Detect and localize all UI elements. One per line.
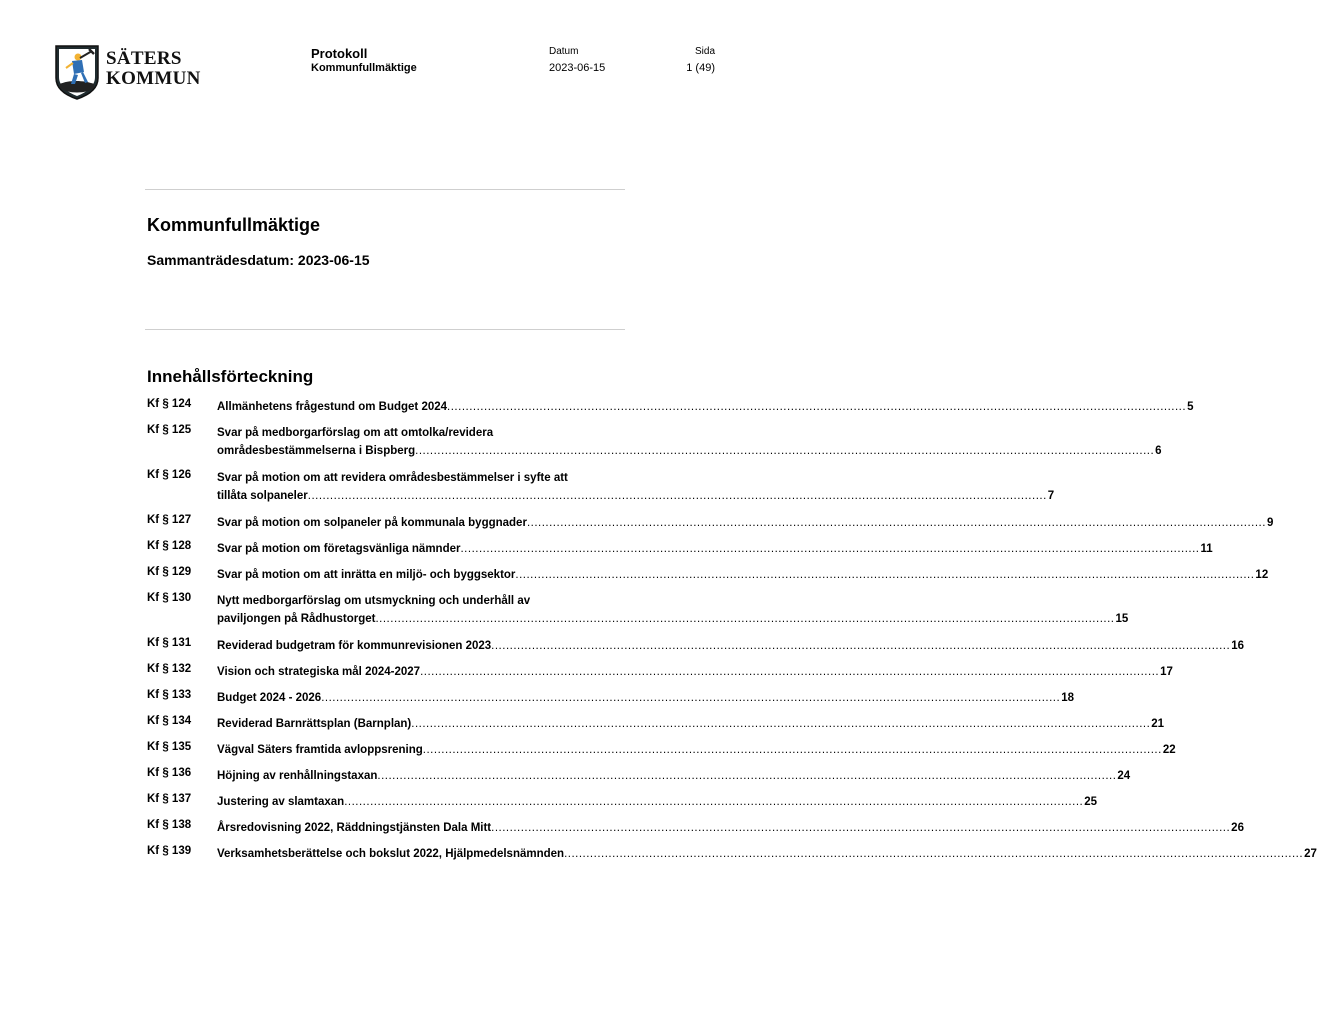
toc-entry-title: Budget 2024 - 2026	[217, 692, 322, 704]
toc-entry-line	[217, 487, 1055, 505]
toc-entry-body	[217, 514, 1274, 532]
toc-entry-title: Årsredovisning 2022, Räddningstjänsten Dala Mitt	[217, 822, 492, 834]
toc-entry-body	[217, 767, 1131, 785]
toc-entry-line	[217, 715, 1165, 733]
toc-entry-title: Nytt medborgarförslag om utsmyckning och underhåll av	[217, 595, 531, 607]
toc-entry-body	[217, 689, 1074, 707]
toc-entry-title: Reviderad budgetram för kommunrevisionen 2023	[217, 640, 492, 652]
meeting-date: Sammanträdesdatum: 2023-06-15	[147, 252, 370, 268]
toc-entry-body	[217, 741, 1176, 759]
page-title: Kommunfullmäktige	[147, 215, 321, 235]
toc-entry-number: Kf § 139	[147, 845, 192, 857]
municipality-logo	[54, 44, 204, 100]
toc-leader-dots	[344, 793, 1083, 811]
toc-entry-number: Kf § 136	[147, 767, 192, 779]
toc-entry-title: Justering av slamtaxan	[217, 796, 345, 808]
toc-entry-page: 16	[1231, 640, 1244, 652]
toc-entry-number: Kf § 127	[147, 514, 192, 526]
toc-leader-dots	[447, 398, 1186, 416]
body-name: Kommunfullmäktige	[311, 62, 417, 74]
toc-entry-page: 7	[1047, 490, 1055, 502]
toc-entry-body	[217, 398, 1194, 416]
toc-entry-page: 27	[1304, 848, 1317, 860]
toc-entry-title: Svar på motion om företagsvänliga nämnder	[217, 543, 461, 555]
toc-entry-title: Höjning av renhållningstaxan	[217, 770, 378, 782]
toc-entry-line	[217, 793, 1098, 811]
toc-entry-page: 6	[1155, 445, 1162, 457]
toc-entry-number: Kf § 132	[147, 663, 192, 675]
toc-entry-body	[217, 793, 1098, 811]
toc-entry-number: Kf § 133	[147, 689, 192, 701]
toc-entry-title: paviljongen på Rådhustorget	[217, 613, 376, 625]
toc-entry-title: Svar på motion om solpaneler på kommunala byggnader	[217, 517, 527, 529]
toc-entry-page: 12	[1255, 569, 1269, 581]
toc-entry-line	[217, 540, 1213, 558]
toc-entry-line	[217, 442, 1162, 460]
toc-entry-title: Svar på motion om att inrätta en miljö- och byggsektor	[217, 569, 516, 581]
toc-entry-line	[217, 469, 624, 487]
toc-entry-line	[217, 424, 624, 442]
toc-entry-title: Svar på motion om att revidera områdesbestämmelser i syfte att	[217, 472, 568, 484]
toc-leader-dots	[527, 514, 1266, 532]
toc-entry-title: Vision och strategiska mål 2024-2027	[217, 666, 421, 678]
toc-entry-body	[217, 540, 1213, 558]
toc-entry-page: 15	[1115, 613, 1129, 625]
logo-line-1: SÄTERS	[106, 48, 182, 69]
toc-entry-number: Kf § 125	[147, 424, 192, 436]
toc-entry-number: Kf § 130	[147, 592, 192, 604]
logo-wordmark	[106, 49, 201, 89]
toc-entry-line	[217, 741, 1176, 759]
toc-entry-number: Kf § 124	[147, 398, 192, 410]
toc-entry-number: Kf § 135	[147, 741, 192, 753]
toc-entry-body	[217, 663, 1173, 681]
toc-entry-body	[217, 469, 1055, 505]
toc-entry-title: områdesbestämmelserna i Bispberg	[217, 445, 416, 457]
toc-entry-body	[217, 819, 1244, 837]
date-value: 2023-06-15	[549, 62, 606, 74]
toc-entry-line	[217, 819, 1244, 837]
divider-middle	[145, 329, 625, 330]
coat-of-arms-icon	[54, 44, 100, 100]
toc-entry-line	[217, 566, 1269, 584]
date-label: Datum	[549, 46, 579, 57]
toc-entry-page: 18	[1061, 692, 1074, 704]
toc-entry-body	[217, 637, 1244, 655]
toc-leader-dots	[308, 487, 1047, 505]
toc-entry-page: 22	[1162, 744, 1176, 756]
toc-entry-line	[217, 663, 1173, 681]
toc-entry-page: 11	[1200, 543, 1213, 555]
toc-entry-body	[217, 566, 1269, 584]
toc-entry-number: Kf § 131	[147, 637, 192, 649]
toc-entry-title: Svar på medborgarförslag om att omtolka/revidera	[217, 427, 494, 439]
toc-entry-page: 24	[1117, 770, 1131, 782]
toc-entry-line	[217, 514, 1274, 532]
toc-entry-title: Allmänhetens frågestund om Budget 2024	[217, 401, 448, 413]
document-type: Protokoll	[311, 46, 368, 61]
toc-entry-page: 25	[1084, 796, 1098, 808]
page-label: Sida	[694, 46, 715, 57]
toc-entry-page: 9	[1266, 517, 1274, 529]
toc-leader-dots	[375, 610, 1114, 628]
toc-leader-dots	[491, 819, 1230, 837]
toc-leader-dots	[321, 689, 1060, 707]
toc-leader-dots	[423, 741, 1162, 759]
toc-entry-number: Kf § 129	[147, 566, 192, 578]
toc-entry-line	[217, 637, 1244, 655]
toc-heading: Innehållsförteckning	[147, 367, 314, 386]
toc-entry-number: Kf § 134	[147, 715, 192, 727]
toc-leader-dots	[491, 637, 1230, 655]
toc-entry-number: Kf § 128	[147, 540, 192, 552]
toc-entry-line	[217, 845, 1317, 863]
toc-entry-page: 21	[1151, 718, 1165, 730]
toc-entry-number: Kf § 126	[147, 469, 192, 481]
toc-leader-dots	[515, 566, 1254, 584]
divider-top	[145, 189, 625, 190]
toc-leader-dots	[415, 442, 1154, 460]
toc-leader-dots	[564, 845, 1303, 863]
toc-leader-dots	[420, 663, 1159, 681]
toc-entry-title: Verksamhetsberättelse och bokslut 2022, Hjälpmedelsnämnden	[217, 848, 565, 860]
toc-entry-page: 5	[1187, 401, 1194, 413]
toc-entry-title: Vägval Säters framtida avloppsrening	[217, 744, 423, 756]
toc-entry-line	[217, 398, 1194, 416]
toc-entry-number: Kf § 137	[147, 793, 192, 805]
toc-entry-page: 26	[1231, 822, 1244, 834]
toc-leader-dots	[460, 540, 1199, 558]
logo-line-2: KOMMUN	[106, 68, 201, 89]
toc-entry-line	[217, 689, 1074, 707]
toc-entry-page: 17	[1160, 666, 1173, 678]
toc-entry-number: Kf § 138	[147, 819, 192, 831]
toc-entry-body	[217, 424, 1162, 460]
toc-leader-dots	[411, 715, 1150, 733]
toc-entry-line	[217, 767, 1131, 785]
toc-entry-body	[217, 592, 1129, 628]
toc-entry-body	[217, 715, 1165, 733]
page-value: 1 (49)	[686, 62, 715, 74]
toc-entry-title: tillåta solpaneler	[217, 490, 308, 502]
toc-entry-title: Reviderad Barnrättsplan (Barnplan)	[217, 718, 412, 730]
toc-entry-body	[217, 845, 1317, 863]
toc-entry-line	[217, 592, 624, 610]
toc-leader-dots	[377, 767, 1116, 785]
toc-entry-line	[217, 610, 1129, 628]
